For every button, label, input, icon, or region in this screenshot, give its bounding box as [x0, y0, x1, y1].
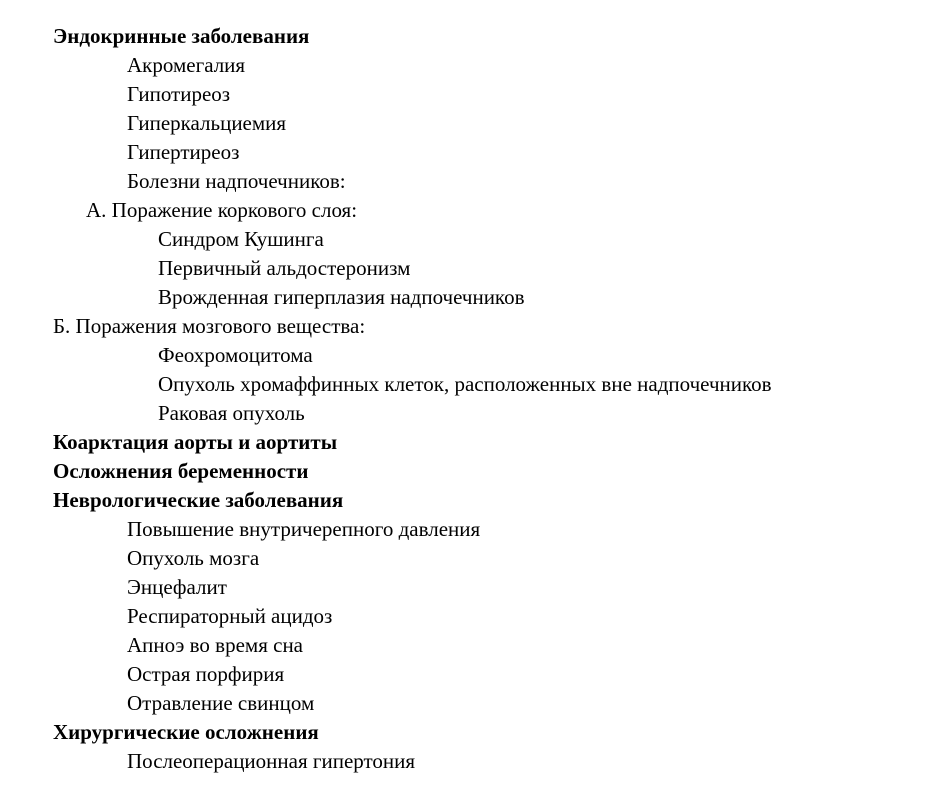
- disease-list: [0, 22, 772, 776]
- list-item: Отравление свинцом: [127, 691, 315, 715]
- section-heading-neurological: Неврологические заболевания: [53, 488, 344, 512]
- list-item: Респираторный ацидоз: [127, 604, 333, 628]
- list-item: Гипертиреоз: [127, 140, 240, 164]
- list-item: Послеоперационная гипертония: [127, 749, 416, 773]
- list-item: Острая порфирия: [127, 662, 285, 686]
- list-item: Врожденная гиперплазия надпочечников: [158, 285, 525, 309]
- section-heading-surgical: Хирургические осложнения: [53, 720, 319, 744]
- section-heading-endocrine: Эндокринные заболевания: [53, 24, 310, 48]
- list-item: Гиперкальциемия: [127, 111, 287, 135]
- list-item: Энцефалит: [127, 575, 227, 599]
- list-item: Опухоль мозга: [127, 546, 260, 570]
- list-item: Феохромоцитома: [158, 343, 313, 367]
- section-heading-pregnancy: Осложнения беременности: [53, 459, 309, 483]
- list-item: Первичный альдостеронизм: [158, 256, 411, 280]
- list-item: Опухоль хромаффинных клеток, расположенных вне надпочечников: [158, 372, 772, 396]
- list-item: Раковая опухоль: [158, 401, 305, 425]
- list-item: Апноэ во время сна: [127, 633, 303, 657]
- list-item: Гипотиреоз: [127, 82, 231, 106]
- list-item: Повышение внутричерепного давления: [127, 517, 481, 541]
- list-item: Акромегалия: [127, 53, 246, 77]
- subgroup-heading-b: Б. Поражения мозгового вещества:: [53, 314, 366, 338]
- list-item: Синдром Кушинга: [158, 227, 324, 251]
- subgroup-heading-a: А. Поражение коркового слоя:: [86, 198, 358, 222]
- list-item: Болезни надпочечников:: [127, 169, 346, 193]
- section-heading-coarctation: Коарктация аорты и аортиты: [53, 430, 338, 454]
